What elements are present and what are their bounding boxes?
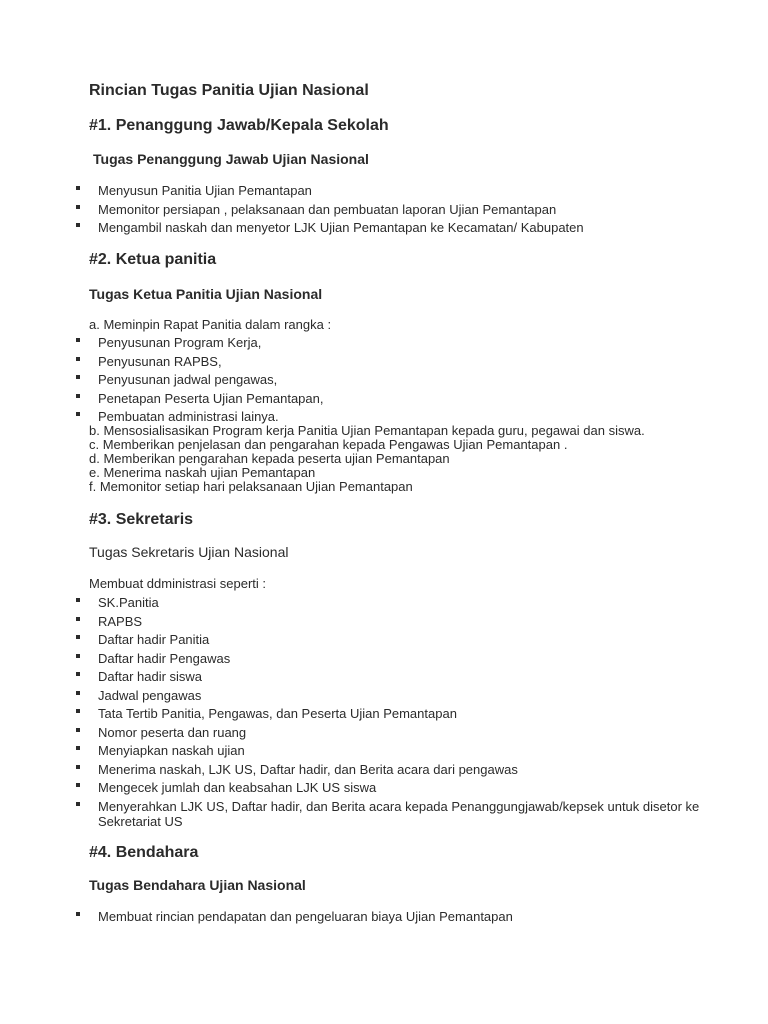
list-item: Nomor peserta dan ruang <box>0 725 768 744</box>
list-item: Memonitor persiapan , pelaksanaan dan pembuatan laporan Ujian Pemantapan <box>0 202 768 221</box>
section-2-heading: #2. Ketua panitia <box>89 251 217 268</box>
bullet-icon <box>76 654 80 658</box>
list-item: RAPBS <box>0 614 768 633</box>
bullet-icon <box>76 186 80 190</box>
list-item: Mengambil naskah dan menyetor LJK Ujian Pemantapan ke Kecamatan/ Kabupaten <box>0 220 768 239</box>
bullet-icon <box>76 357 80 361</box>
list-item: Daftar hadir Pengawas <box>0 651 768 670</box>
list-item: Menerima naskah, LJK US, Daftar hadir, dan Berita acara dari pengawas <box>0 762 768 781</box>
page-title: Rincian Tugas Panitia Ujian Nasional <box>89 82 369 99</box>
list-item: SK.Panitia <box>0 595 768 614</box>
section-3-heading: #3. Sekretaris <box>89 511 194 528</box>
list-item: c. Memberikan penjelasan dan pengarahan kepada Pengawas Ujian Pemantapan . <box>89 437 568 452</box>
bullet-icon <box>76 617 80 621</box>
list-item: Tata Tertib Panitia, Pengawas, dan Peserta Ujian Pemantapan <box>0 706 768 725</box>
bullet-icon <box>76 746 80 750</box>
list-item: Penyusunan RAPBS, <box>0 354 768 373</box>
section-4-heading: #4. Bendahara <box>89 844 199 861</box>
bullet-icon <box>76 394 80 398</box>
list-item: d. Memberikan pengarahan kepada peserta ujian Pemantapan <box>89 451 450 466</box>
bullet-icon <box>76 691 80 695</box>
section-3-subheading: Tugas Sekretaris Ujian Nasional <box>89 544 289 560</box>
list-item: f. Memonitor setiap hari pelaksanaan Ujian Pemantapan <box>89 479 413 494</box>
bullet-icon <box>76 802 80 806</box>
bullet-icon <box>76 912 80 916</box>
list-item: Membuat rincian pendapatan dan pengeluaran biaya Ujian Pemantapan <box>0 909 768 928</box>
list-item: e. Menerima naskah ujian Pemantapan <box>89 465 316 480</box>
section-4-subheading: Tugas Bendahara Ujian Nasional <box>89 877 306 893</box>
bullet-icon <box>76 338 80 342</box>
section-1-list <box>0 183 768 239</box>
list-item: Penyusunan Program Kerja, <box>0 335 768 354</box>
section-3-intro: Membuat ddministrasi seperti : <box>89 576 267 591</box>
section-1-subheading: Tugas Penanggung Jawab Ujian Nasional <box>93 151 369 167</box>
bullet-icon <box>76 783 80 787</box>
section-2-intro: a. Meminpin Rapat Panitia dalam rangka : <box>89 317 332 332</box>
list-item: Daftar hadir siswa <box>0 669 768 688</box>
list-item: Penetapan Peserta Ujian Pemantapan, <box>0 391 768 410</box>
list-item: Menyerahkan LJK US, Daftar hadir, dan Berita acara kepada Penanggungjawab/kepsek untuk disetor ke Sekretariat US <box>0 799 768 829</box>
list-item: Pembuatan administrasi lainya. <box>0 409 768 428</box>
section-2-lettered-list <box>89 424 645 494</box>
bullet-icon <box>76 765 80 769</box>
bullet-icon <box>76 375 80 379</box>
list-item: Menyusun Panitia Ujian Pemantapan <box>0 183 768 202</box>
list-item: Daftar hadir Panitia <box>0 632 768 651</box>
list-item: b. Mensosialisasikan Program kerja Panitia Ujian Pemantapan kepada guru, pegawai dan siswa. <box>89 423 645 438</box>
section-3-list <box>0 595 768 829</box>
bullet-icon <box>76 672 80 676</box>
bullet-icon <box>76 412 80 416</box>
bullet-icon <box>76 635 80 639</box>
list-item: Penyusunan jadwal pengawas, <box>0 372 768 391</box>
list-item: Jadwal pengawas <box>0 688 768 707</box>
section-4-list <box>0 909 768 928</box>
bullet-icon <box>76 598 80 602</box>
section-2-list <box>0 335 768 428</box>
bullet-icon <box>76 709 80 713</box>
list-item: Menyiapkan naskah ujian <box>0 743 768 762</box>
bullet-icon <box>76 223 80 227</box>
section-2-subheading: Tugas Ketua Panitia Ujian Nasional <box>89 286 323 302</box>
section-1-heading: #1. Penanggung Jawab/Kepala Sekolah <box>89 117 389 134</box>
list-item: Mengecek jumlah dan keabsahan LJK US siswa <box>0 780 768 799</box>
bullet-icon <box>76 728 80 732</box>
bullet-icon <box>76 205 80 209</box>
